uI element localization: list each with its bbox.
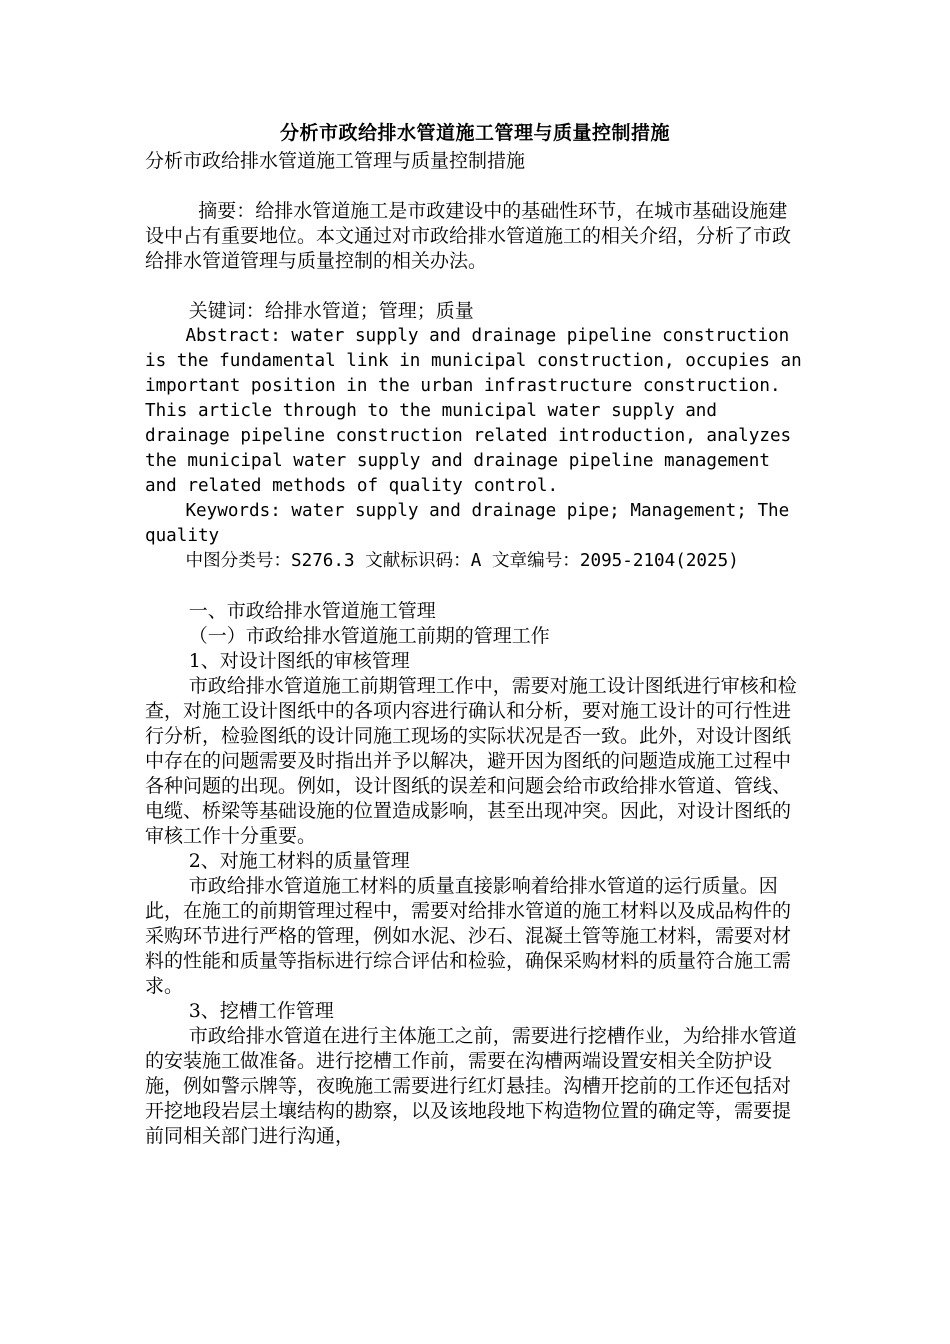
item-heading-2: 2、对施工材料的质量管理 bbox=[188, 850, 410, 872]
classification-line: 中图分类号：S276.3 文献标识码：A 文章编号：2095-2104(2025) bbox=[185, 551, 739, 571]
keywords-chinese: 关键词：给排水管道；管理；质量 bbox=[188, 300, 474, 322]
item-heading-3: 3、挖槽工作管理 bbox=[188, 1000, 334, 1022]
document-title: 分析市政给排水管道施工管理与质量控制措施 bbox=[279, 122, 670, 144]
document-page bbox=[145, 118, 813, 1149]
spacer bbox=[145, 174, 805, 199]
subsection-heading: （一）市政给排水管道施工前期的管理工作 bbox=[188, 625, 550, 647]
abstract-chinese: 摘要：给排水管道施工是市政建设中的基础性环节，在城市基础设施建设中占有重要地位。本文通过对市政给排水管道施工的相关介绍，分析了市政给排水管道管理与质量控制的相关办法。 bbox=[145, 200, 792, 272]
item-heading-1: 1、对设计图纸的审核管理 bbox=[188, 650, 410, 672]
abstract-english: Abstract: water supply and drainage pipeline construction is the fundamental link in municipal construction, occupies an important position in the urban infrastructure construction. This article through to the municipal water supply and drainage pipeline construction related introduction, analyzes the municipal water supply and drainage pipeline management and related methods of quality control. bbox=[145, 326, 813, 496]
item-body-1: 市政给排水管道施工前期管理工作中，需要对施工设计图纸进行审核和检查，对施工设计图纸中的各项内容进行确认和分析，要对施工设计的可行性进行分析，检验图纸的设计同施工现场的实际状况是否一致。此外，对设计图纸中存在的问题需要及时指出并予以解决，避开因为图纸的问题造成施工过程中各种问题的出现。例如，设计图纸的误差和问题会给市政给排水管道、管线、电缆、桥梁等基础设施的位置造成影响，甚至出现冲突。因此，对设计图纸的审核工作十分重要。 bbox=[145, 675, 797, 847]
item-body-2: 市政给排水管道施工材料的质量直接影响着给排水管道的运行质量。因此，在施工的前期管理过程中，需要对给排水管道的施工材料以及成品构件的采购环节进行严格的管理，例如水泥、沙石、混凝土管等施工材料，需要对材料的性能和质量等指标进行综合评估和检验，确保采购材料的质量符合施工需求。 bbox=[145, 875, 792, 997]
document-subtitle: 分析市政给排水管道施工管理与质量控制措施 bbox=[145, 150, 526, 172]
section-heading: 一、市政给排水管道施工管理 bbox=[188, 600, 436, 622]
spacer bbox=[145, 574, 805, 599]
keywords-english: Keywords: water supply and drainage pipe; Management; The quality bbox=[145, 501, 800, 546]
item-body-3: 市政给排水管道在进行主体施工之前，需要进行挖槽作业，为给排水管道的安装施工做准备。进行挖槽工作前，需要在沟槽两端设置安相关全防护设施，例如警示牌等，夜晚施工需要进行红灯悬挂。沟槽开挖前的工作还包括对开挖地段岩层土壤结构的勘察，以及该地段地下构造物位置的确定等，需要提前同相关部门进行沟通， bbox=[145, 1025, 797, 1147]
spacer bbox=[145, 274, 805, 299]
